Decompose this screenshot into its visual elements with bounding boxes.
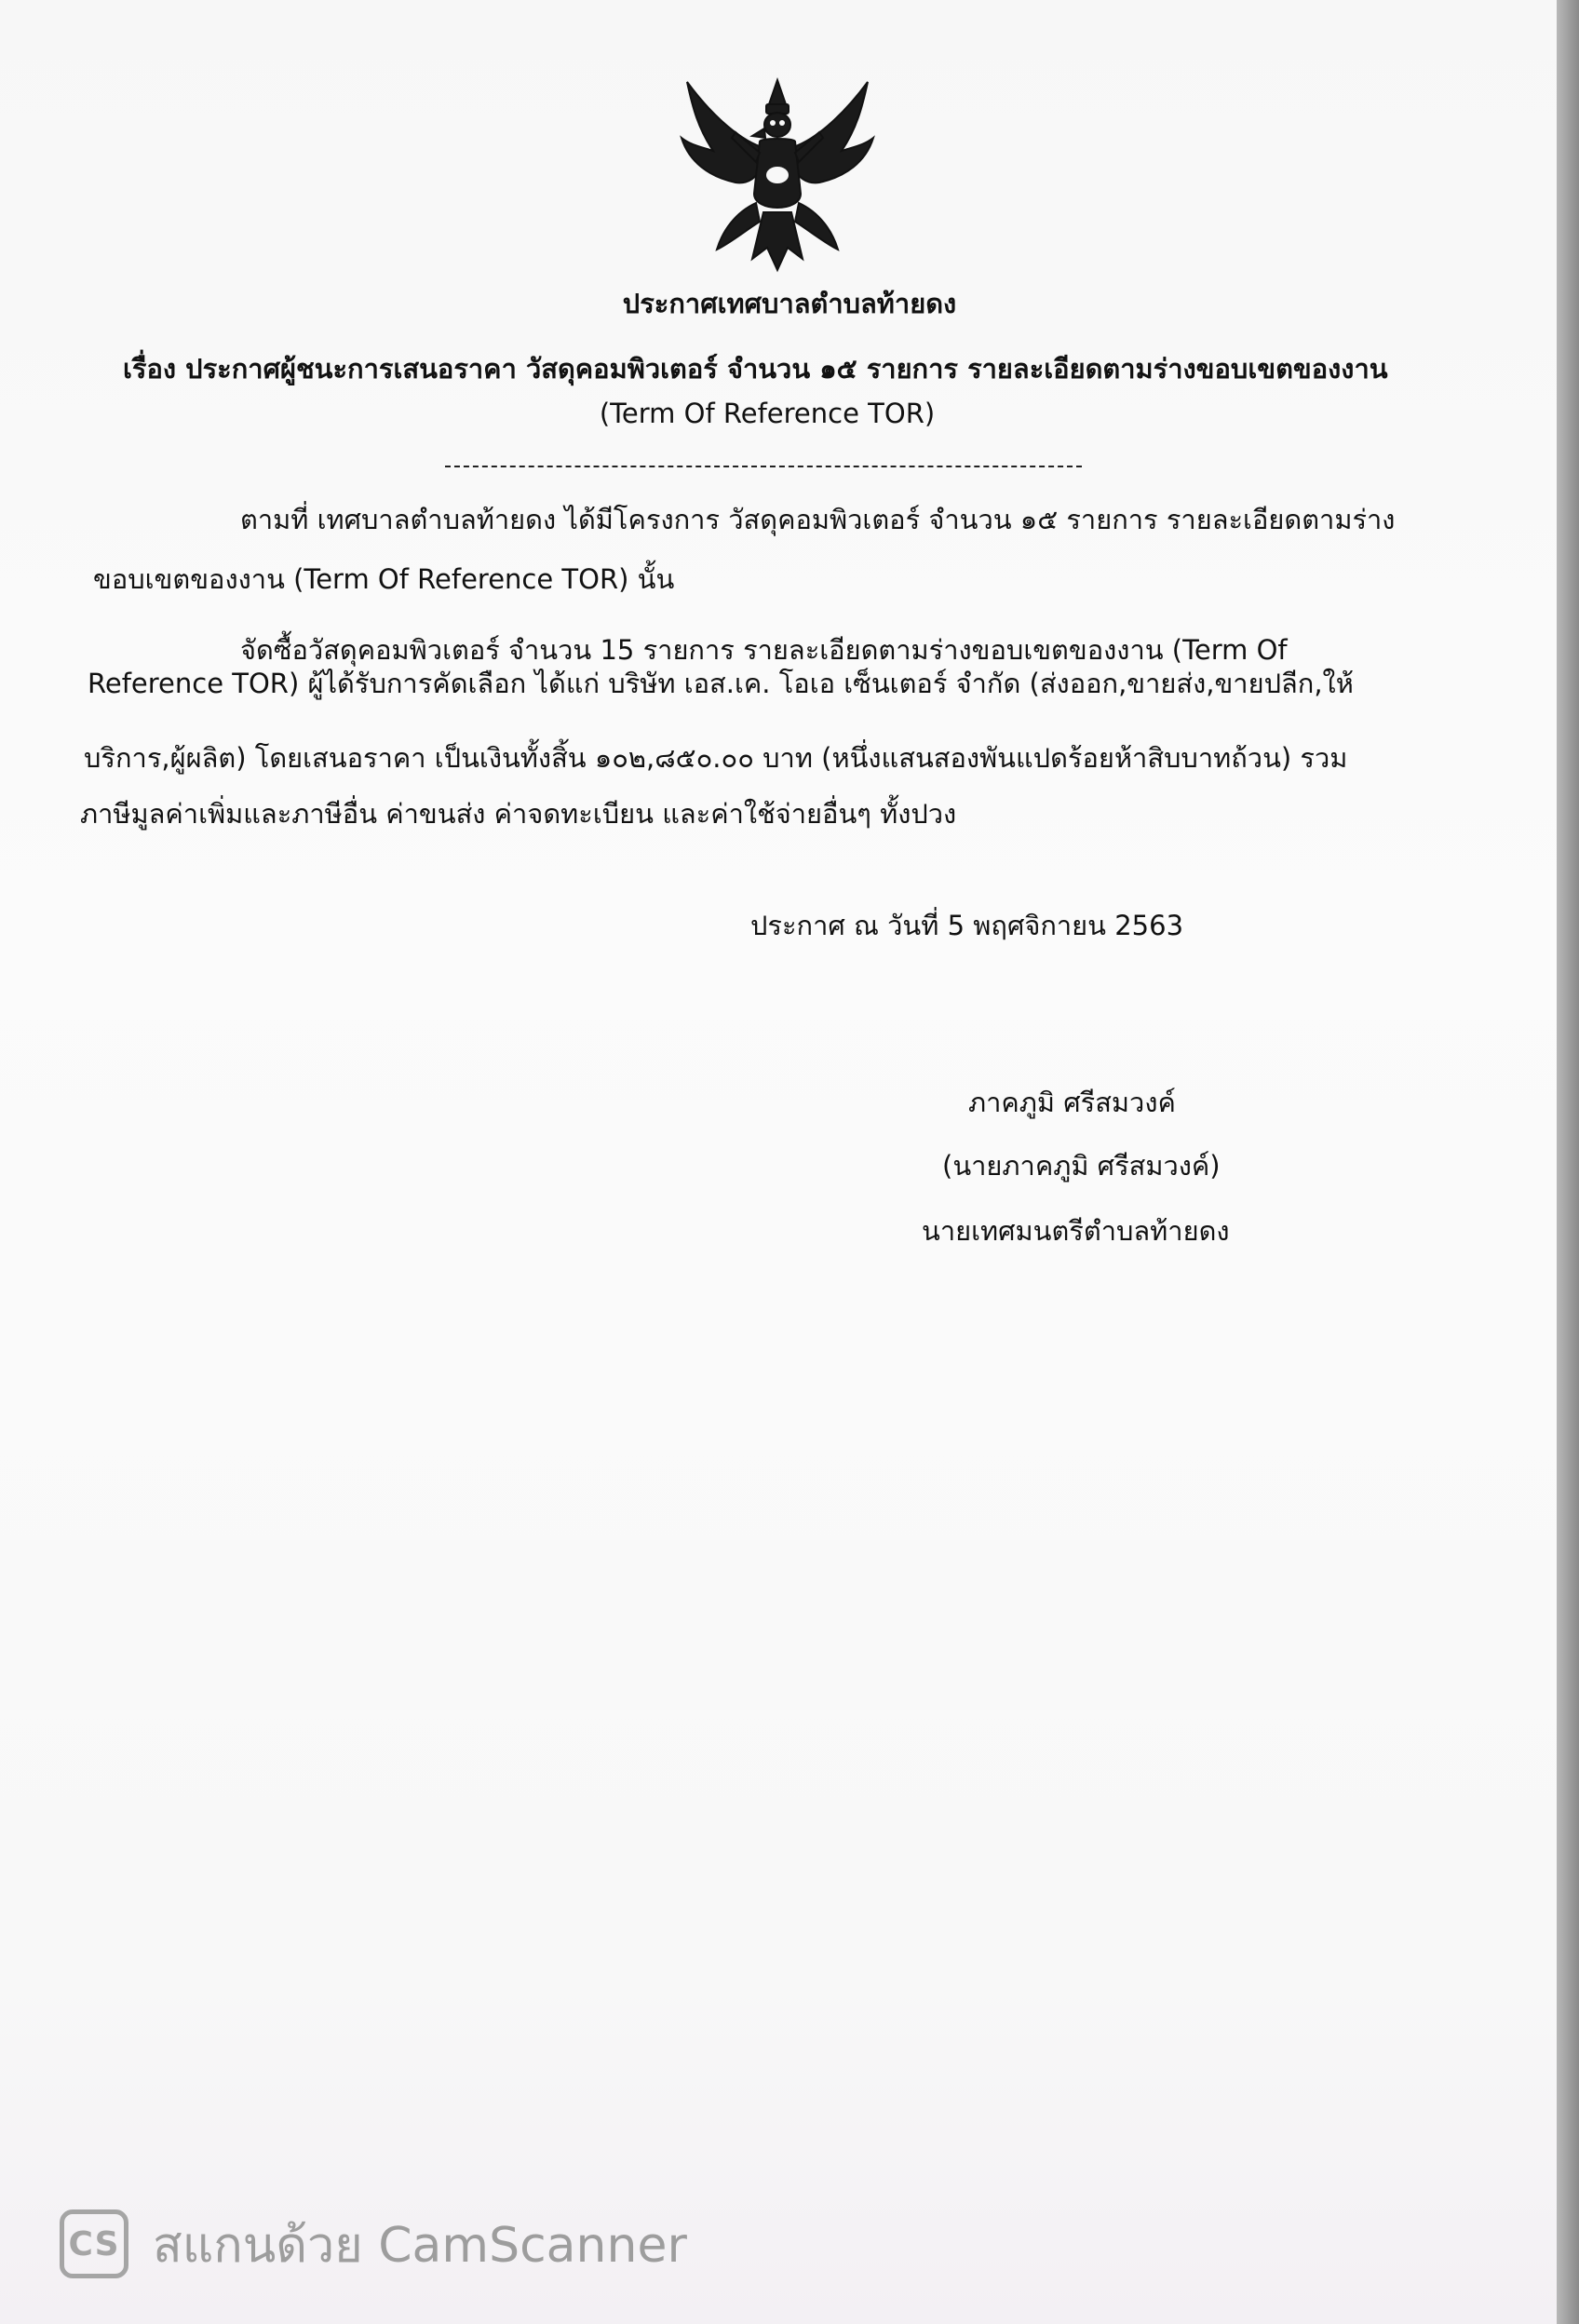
announce-date: ประกาศ ณ วันที่ 5 พฤศจิกายน 2563 [750, 910, 1184, 941]
camscanner-logo-icon: CS [60, 2209, 128, 2278]
paragraph-1-line-2: ขอบเขตของงาน (Term Of Reference TOR) นั้น [93, 563, 675, 595]
issuer-heading: ประกาศเทศบาลตำบลท้ายดง [622, 288, 957, 319]
paragraph-2-line-2: Reference TOR) ผู้ได้รับการคัดเลือก ได้แก่ บริษัท เอส.เค. โอเอ เซ็นเตอร์ จำกัด (ส่งออก,ขายส่ง,ขายปลีก,ให้ [88, 668, 1354, 699]
signatory-position: นายเทศมนตรีตำบลท้ายดง [922, 1215, 1230, 1247]
dashed-divider [445, 466, 1082, 467]
paragraph-2-line-4: ภาษีมูลค่าเพิ่มและภาษีอื่น ค่าขนส่ง ค่าจดทะเบียน และค่าใช้จ่ายอื่นๆ ทั้งปวง [80, 798, 957, 830]
subject-line: เรื่อง ประกาศผู้ชนะการเสนอราคา วัสดุคอมพิวเตอร์ จำนวน ๑๕ รายการ รายละเอียดตามร่างขอบเขตของงาน [123, 353, 1388, 385]
subject-line-2: (Term Of Reference TOR) [599, 398, 936, 429]
camscanner-text: สแกนด้วย CamScanner [153, 2217, 687, 2274]
camscanner-watermark [60, 2207, 687, 2281]
signatory-full-name: (นายภาคภูมิ ศรีสมวงค์) [942, 1150, 1221, 1182]
page-edge-shadow [1557, 0, 1579, 2324]
signed-name: ภาคภูมิ ศรีสมวงค์ [968, 1087, 1176, 1118]
paragraph-2-line-1: จัดซื้อวัสดุคอมพิวเตอร์ จำนวน 15 รายการ รายละเอียดตามร่างขอบเขตของงาน (Term Of [240, 634, 1288, 666]
paragraph-2-line-3: บริการ,ผู้ผลิต) โดยเสนอราคา เป็นเงินทั้งสิ้น ๑๐๒,๘๕๐.๐๐ บาท (หนึ่งแสนสองพันแปดร้อยห้าสิบบาทถ้วน) รวม [84, 742, 1348, 774]
paragraph-1-line-1: ตามที่ เทศบาลตำบลท้ายดง ได้มีโครงการ วัสดุคอมพิวเตอร์ จำนวน ๑๕ รายการ รายละเอียดตามร่าง [240, 504, 1396, 535]
garuda-emblem-icon [670, 73, 884, 287]
